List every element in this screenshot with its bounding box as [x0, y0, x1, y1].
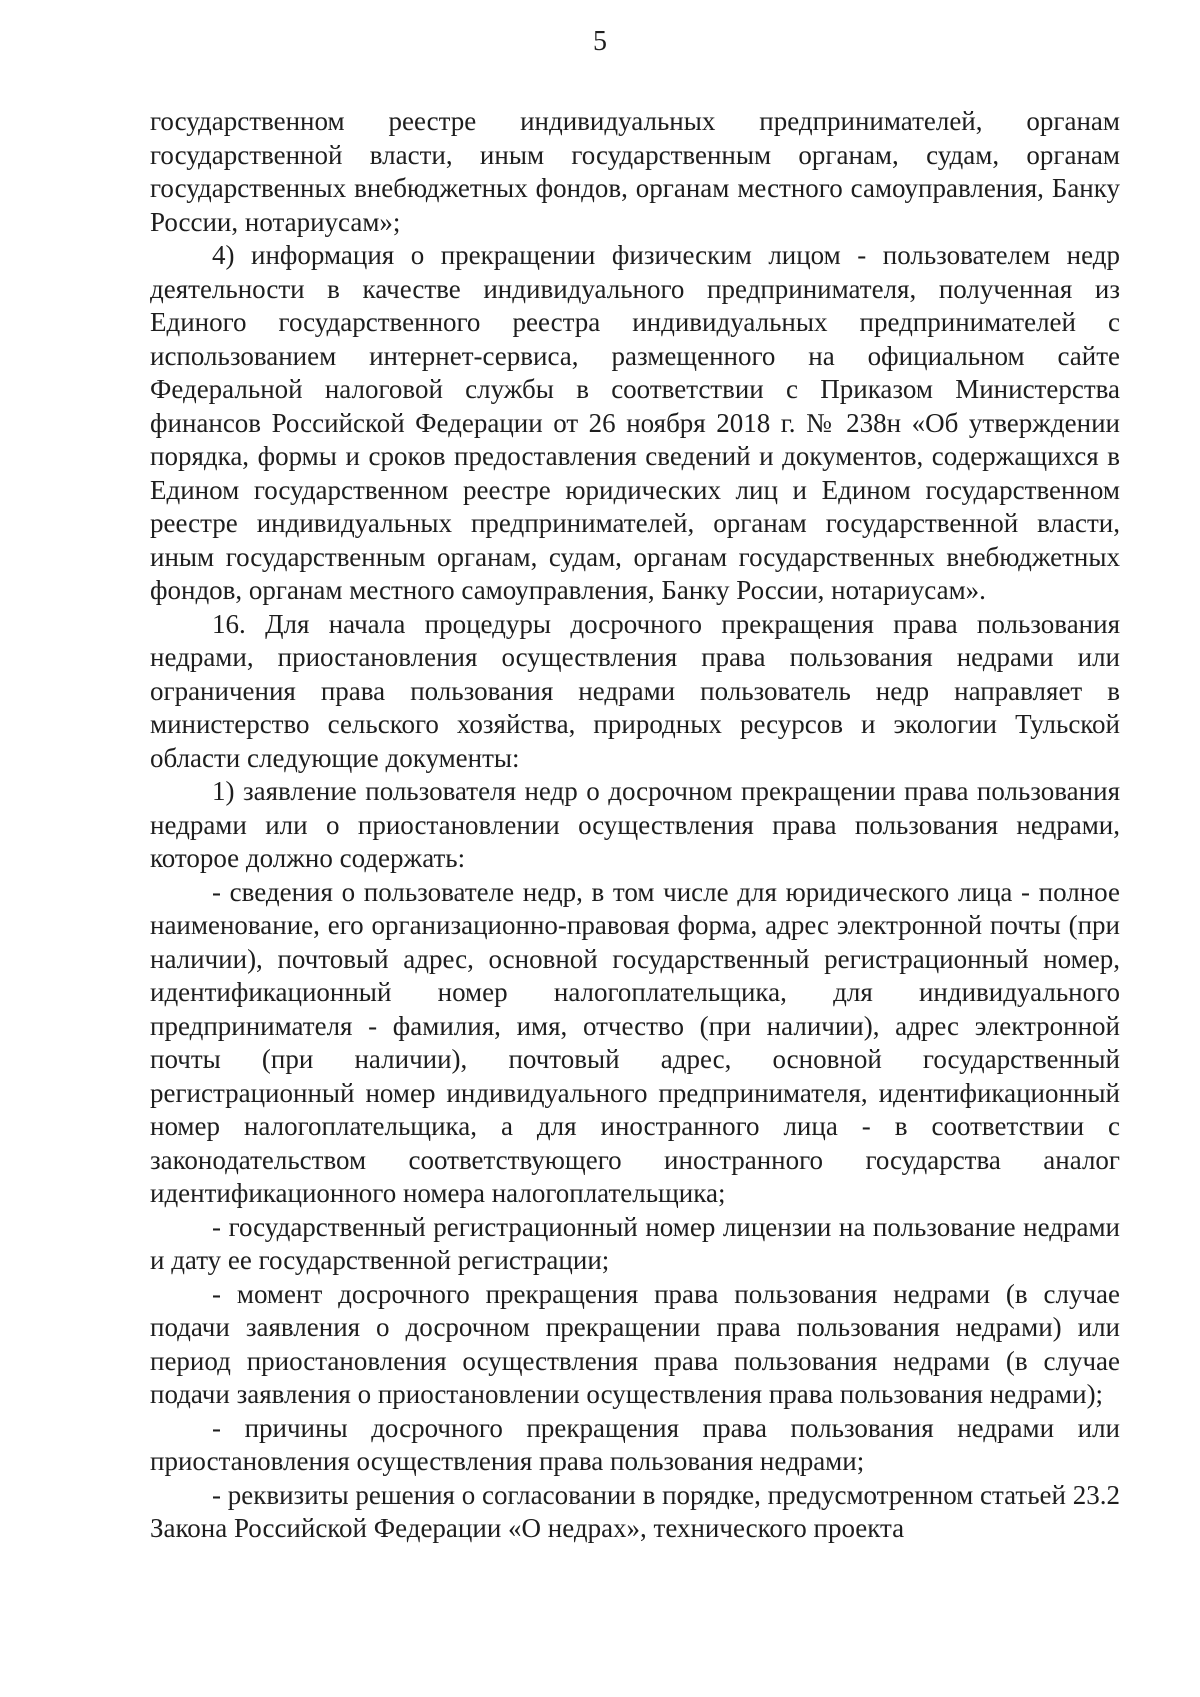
document-body — [150, 105, 1120, 1546]
paragraph-item-1: 1) заявление пользователя недр о досрочном прекращении права пользования недрами или о приостановлении осуществления права пользования недрами, которое должно содержать: — [150, 776, 1120, 873]
paragraph-bullet-termination-moment: - момент досрочного прекращения права пользования недрами (в случае подачи заявления о досрочном прекращении права пользования недрами) или период приостановления осуществления права пользования недрами (в случае подачи заявления о приостановлении осуществления права пользования недрами); — [150, 1278, 1120, 1409]
page-number: 5 — [593, 26, 607, 57]
paragraph-bullet-decision-details: - реквизиты решения о согласовании в порядке, предусмотренном статьей 23.2 Закона Российской Федерации «О недрах», технического проекта — [150, 1479, 1120, 1543]
paragraph-bullet-reasons: - причины досрочного прекращения права пользования недрами или приостановления осуществления права пользования недрами; — [150, 1412, 1120, 1476]
paragraph-item-4: 4) информация о прекращении физическим лицом - пользователем недр деятельности в качестве индивидуального предпринимателя, полученная из Единого государственного реестра индивидуальных предпринимателей с использованием интернет-сервиса, размещенного на официальном сайте Федеральной налоговой службы в соответствии с Приказом Министерства финансов Российской Федерации от 26 ноября 2018 г. № 238н «Об утверждении порядка, формы и сроков предоставления сведений и документов, содержащихся в Едином государственном реестре юридических лиц и Едином государственном реестре индивидуальных предпринимателей, органам государственной власти, иным государственным органам, судам, органам государственных внебюджетных фондов, органам местного самоуправления, Банку России, нотариусам». — [150, 240, 1120, 605]
paragraph-bullet-user-info: - сведения о пользователе недр, в том числе для юридического лица - полное наименование, его организационно-правовая форма, адрес электронной почты (при наличии), почтовый адрес, основной государственный регистрационный номер, идентификационный номер налогоплательщика, для индивидуального предпринимателя - фамилия, имя, отчество (при наличии), адрес электронной почты (при наличии), почтовый адрес, основной государственный регистрационный номер индивидуального предпринимателя, идентификационный номер налогоплательщика, а для иностранного лица - в соответствии с законодательством соответствующего иностранного государства аналог идентификационного номера налогоплательщика; — [150, 876, 1120, 1208]
paragraph-continuation: государственном реестре индивидуальных предпринимателей, органам государственной власти, иным государственным органам, судам, органам государственных внебюджетных фондов, органам местного самоуправления, Банку России, нотариусам»; — [150, 106, 1120, 237]
paragraph-clause-16: 16. Для начала процедуры досрочного прекращения права пользования недрами, приостановления осуществления права пользования недрами или ограничения права пользования недрами пользователь недр направляет в министерство сельского хозяйства, природных ресурсов и экологии Тульской области следующие документы: — [150, 608, 1120, 773]
paragraph-bullet-license-number: - государственный регистрационный номер лицензии на пользование недрами и дату ее государственной регистрации; — [150, 1211, 1120, 1275]
